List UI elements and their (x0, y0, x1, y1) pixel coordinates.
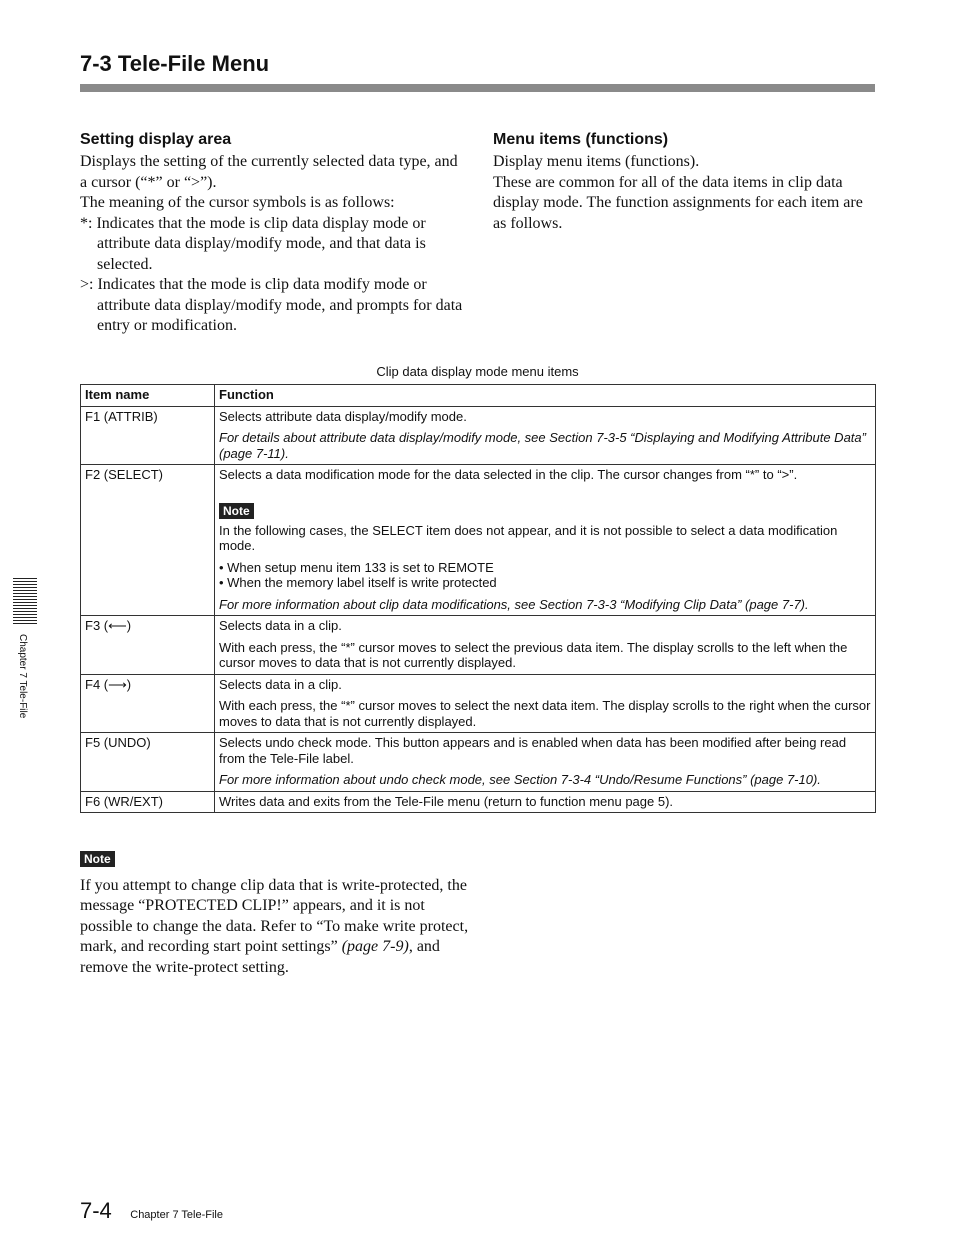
cross-reference: For details about attribute data display/modify mode, see Section 7-3-5 “Displaying and Modifying Attribute Data” (page 7-11). (219, 430, 866, 461)
setting-display-area-section (80, 130, 465, 337)
function-cell (215, 791, 876, 813)
note-badge-wrapper (219, 503, 871, 519)
column-header-item: Item name (81, 385, 215, 407)
function-cell (215, 616, 876, 675)
page-header (80, 50, 875, 92)
column-header-function: Function (215, 385, 876, 407)
chapter-side-tab (13, 578, 37, 719)
list-item: • When setup menu item 133 is set to REMOTE (219, 559, 494, 575)
item-name-cell: F3 (⟵) (81, 616, 215, 675)
item-name-cell: F2 (SELECT) (81, 465, 215, 616)
list-item: • When the memory label itself is write protected (219, 575, 497, 590)
page-title: 7-3 Tele-File Menu (80, 51, 270, 76)
cross-reference: For more information about undo check mode, see Section 7-3-4 “Undo/Resume Functions” (page 7-10). (219, 772, 821, 787)
note-text-after: , and remove the write-protect setting. (80, 938, 440, 976)
note-text: In the following cases, the SELECT item does not appear, and it is not possible to select a data modification mode. (219, 522, 838, 553)
bullet-list (219, 560, 871, 591)
paragraph: These are common for all of the data items in clip data display mode. The function assignments for each item are as follows. (493, 173, 863, 232)
page-footer (80, 1198, 223, 1224)
table-row (81, 465, 876, 616)
function-detail: With each press, the “*” cursor moves to select the next data item. The display scrolls to the right when the cursor moves to data that is not currently displayed. (219, 698, 871, 729)
cursor-star-definition: *: Indicates that the mode is clip data display mode or attribute data display/modify mode, and that data is selected. (80, 214, 426, 273)
header-rule (80, 84, 875, 92)
menu-items-section (493, 130, 878, 234)
function-text: Selects attribute data display/modify mode. (219, 408, 467, 424)
side-tab-text: Chapter 7 Tele-File (17, 634, 28, 719)
table-row (81, 733, 876, 792)
cursor-gt-definition: >: Indicates that the mode is clip data modify mode or attribute data display/modify mode, and prompts for data entry or modification. (80, 276, 463, 334)
item-name-cell: F1 (ATTRIB) (81, 406, 215, 465)
paragraph: The meaning of the cursor symbols is as follows: (80, 194, 395, 211)
item-name-cell: F5 (UNDO) (81, 733, 215, 792)
page-number: 7-4 (80, 1198, 112, 1223)
page-reference: (page 7-9) (341, 938, 409, 955)
footer-chapter: Chapter 7 Tele-File (130, 1209, 223, 1221)
side-tab-bars (13, 578, 37, 624)
function-text: Selects undo check mode. This button appears and is enabled when data has been modified after being read from the Tele-File label. (219, 735, 847, 766)
note-badge: Note (80, 851, 115, 867)
table-row (81, 791, 876, 813)
function-text: Selects data in a clip. (219, 618, 342, 633)
note-badge: Note (219, 503, 254, 519)
item-name-cell: F4 (⟶) (81, 674, 215, 733)
item-name-cell: F6 (WR/EXT) (81, 791, 215, 813)
function-text: Writes data and exits from the Tele-File menu (return to function menu page 5). (219, 793, 674, 809)
paragraph: Displays the setting of the currently selected data type, and a cursor (“*” or “>”). (80, 153, 458, 191)
function-cell (215, 733, 876, 792)
table-row (81, 616, 876, 675)
function-text: Selects a data modification mode for the data selected in the clip. The cursor changes from “*” to “>”. (219, 467, 798, 482)
note-text-before: If you attempt to change clip data that is write-protected, the message “PROTECTED CLIP!” appears, and it is not possible to change the data. Refer to “To make write protect, mark, and recording start point settings” (80, 876, 469, 955)
write-protect-note (80, 849, 470, 978)
table-row (81, 674, 876, 733)
section-heading: Setting display area (80, 131, 232, 148)
paragraph: Display menu items (functions). (493, 153, 700, 170)
section-heading: Menu items (functions) (493, 131, 669, 148)
function-text: Selects data in a clip. (219, 676, 342, 692)
cross-reference: For more information about clip data modifications, see Section 7-3-3 “Modifying Clip Data” (page 7-7). (219, 596, 809, 612)
table-header-row (81, 385, 876, 407)
function-cell (215, 674, 876, 733)
function-cell (215, 465, 876, 616)
function-cell (215, 406, 876, 465)
menu-items-table (80, 384, 876, 813)
table-row (81, 406, 876, 465)
function-detail: With each press, the “*” cursor moves to select the previous data item. The display scrolls to the left when the cursor moves to data that is not currently displayed. (219, 639, 848, 670)
table-caption: Clip data display mode menu items (376, 364, 579, 379)
note-text (80, 876, 470, 979)
